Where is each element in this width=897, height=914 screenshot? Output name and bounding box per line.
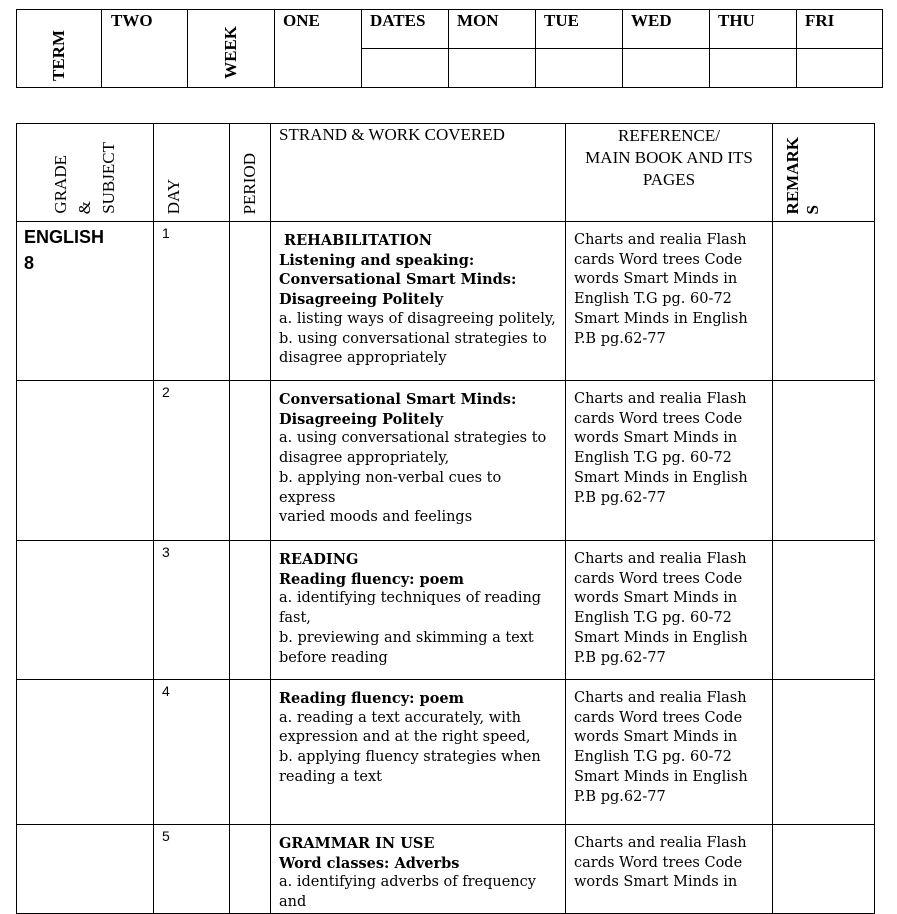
- grade-subject-header: [17, 124, 154, 222]
- day-cell: [154, 680, 230, 825]
- remarks-cell[interactable]: [773, 680, 875, 825]
- strand-title-line: Reading fluency: poem: [279, 690, 464, 707]
- day-header-fri: [797, 10, 883, 49]
- strand-cell: [271, 541, 566, 680]
- day-label: THU: [718, 11, 755, 30]
- day-header-wed: [623, 10, 710, 49]
- header-row: [17, 124, 875, 222]
- strand-objective-line: a. identifying adverbs of frequency and: [279, 874, 536, 911]
- reference-line: Smart Minds in English: [574, 310, 748, 327]
- date-cell-tue[interactable]: [536, 49, 623, 88]
- period-cell[interactable]: [230, 680, 271, 825]
- reference-line: cards Word trees Code: [574, 854, 743, 871]
- day-number: 5: [162, 828, 170, 844]
- period-header: PERIOD: [240, 152, 259, 214]
- strand-cell: [271, 825, 566, 914]
- reference-cell: [566, 825, 773, 914]
- subject-cell: [17, 381, 154, 541]
- remarks-header-tail: S: [803, 204, 822, 214]
- reference-header-line: PAGES: [642, 170, 696, 189]
- strand-objective-line: a. using conversational strategies to: [279, 430, 547, 447]
- table-row: [17, 825, 875, 914]
- subject-cell: [17, 541, 154, 680]
- strand-objective-line: a. reading a text accurately, with: [279, 709, 521, 726]
- strand-title-line: READING: [279, 551, 359, 568]
- date-cell-mon[interactable]: [449, 49, 536, 88]
- strand-cell: [271, 222, 566, 381]
- table-row: [17, 680, 875, 825]
- subject-grade: 8: [24, 253, 35, 273]
- grade-header: GRADE: [51, 155, 70, 214]
- reference-line: P.B pg.62-77: [574, 489, 666, 506]
- remarks-cell[interactable]: [773, 381, 875, 541]
- week-value-cell: [275, 10, 362, 88]
- strand-objective-line: a. identifying techniques of reading: [279, 590, 542, 607]
- table-row: [17, 222, 875, 381]
- period-cell[interactable]: [230, 541, 271, 680]
- strand-header: STRAND & WORK COVERED: [279, 125, 505, 144]
- strand-title-line: Disagreeing Politely: [279, 291, 444, 309]
- day-cell: [154, 825, 230, 914]
- reference-line: Charts and realia Flash: [574, 551, 747, 567]
- day-header-thu: [710, 10, 797, 49]
- day-header: DAY: [164, 178, 183, 214]
- reference-line: Charts and realia Flash: [574, 391, 747, 407]
- subject-name: ENGLISH: [24, 227, 105, 247]
- week-label-cell: [188, 10, 275, 88]
- strand-objective-line: b. applying non-verbal cues to express: [279, 469, 502, 506]
- day-number: 3: [162, 544, 170, 560]
- subject-cell: [17, 680, 154, 825]
- reference-line: P.B pg.62-77: [574, 649, 666, 666]
- dates-value-cell[interactable]: [362, 49, 449, 88]
- reference-header-cell: [566, 124, 773, 222]
- strand-title-line: Conversational Smart Minds:: [279, 391, 517, 408]
- reference-cell: [566, 222, 773, 381]
- strand-title-line: Reading fluency: poem: [279, 570, 464, 588]
- term-week-table: [16, 9, 883, 88]
- reference-line: Charts and realia Flash: [574, 690, 747, 706]
- reference-cell: [566, 680, 773, 825]
- strand-title-line: Conversational Smart Minds:: [279, 271, 517, 289]
- remarks-cell[interactable]: [773, 825, 875, 914]
- strand-objective-line: reading a text: [279, 768, 382, 785]
- reference-line: P.B pg.62-77: [574, 330, 666, 347]
- date-cell-wed[interactable]: [623, 49, 710, 88]
- reference-header-line: MAIN BOOK AND ITS: [585, 148, 753, 167]
- reference-line: Charts and realia Flash: [574, 835, 747, 851]
- reference-line: cards Word trees Code: [574, 709, 743, 726]
- reference-cell: [566, 541, 773, 680]
- strand-objective-line: b. applying fluency strategies when: [279, 749, 541, 766]
- subject-cell: [17, 825, 154, 914]
- dates-label-cell: [362, 10, 449, 49]
- remarks-cell[interactable]: [773, 541, 875, 680]
- strand-title-line: REHABILITATION: [279, 232, 433, 249]
- period-cell[interactable]: [230, 381, 271, 541]
- strand-cell: [271, 680, 566, 825]
- subject-cell: [17, 222, 154, 381]
- strand-objective-line: fast,: [279, 610, 311, 627]
- reference-line: Smart Minds in English: [574, 629, 748, 646]
- reference-line: words Smart Minds in: [574, 271, 738, 288]
- strand-cell: [271, 381, 566, 541]
- reference-line: P.B pg.62-77: [574, 788, 666, 805]
- reference-line: cards Word trees Code: [574, 410, 743, 427]
- reference-line: Smart Minds in English: [574, 469, 748, 486]
- reference-line: Smart Minds in English: [574, 768, 748, 785]
- term-value: TWO: [111, 11, 153, 30]
- day-cell: [154, 222, 230, 381]
- remarks-header: REMARK: [783, 136, 802, 214]
- strand-header-cell: [271, 124, 566, 222]
- reference-line: English T.G pg. 60-72: [574, 610, 732, 627]
- table-row: [17, 541, 875, 680]
- table-row: [17, 381, 875, 541]
- strand-objective-line: expression and at the right speed,: [279, 729, 531, 746]
- remarks-header-cell: [773, 124, 875, 222]
- reference-line: English T.G pg. 60-72: [574, 749, 732, 766]
- reference-line: words Smart Minds in: [574, 590, 738, 607]
- reference-line: Charts and realia Flash: [574, 232, 747, 248]
- reference-line: words Smart Minds in: [574, 430, 738, 447]
- dates-label: DATES: [370, 11, 426, 30]
- ampersand-header: &: [75, 200, 94, 214]
- reference-line: words Smart Minds in: [574, 874, 738, 891]
- reference-line: words Smart Minds in: [574, 729, 738, 746]
- day-header-mon: [449, 10, 536, 49]
- day-label: WED: [631, 11, 672, 30]
- day-label: MON: [457, 11, 499, 30]
- day-cell: [154, 541, 230, 680]
- remarks-cell[interactable]: [773, 222, 875, 381]
- date-cell-thu[interactable]: [710, 49, 797, 88]
- strand-objective-line: b. previewing and skimming a text: [279, 629, 534, 646]
- reference-line: English T.G pg. 60-72: [574, 450, 732, 467]
- strand-objective-line: varied moods and feelings: [279, 509, 473, 526]
- date-cell-fri[interactable]: [797, 49, 883, 88]
- day-header-cell: [154, 124, 230, 222]
- term-label: TERM: [49, 30, 68, 81]
- period-cell[interactable]: [230, 825, 271, 914]
- reference-line: English T.G pg. 60-72: [574, 291, 732, 308]
- day-cell: [154, 381, 230, 541]
- day-header-tue: [536, 10, 623, 49]
- strand-objective-line: disagree appropriately: [279, 350, 447, 367]
- reference-header-line: REFERENCE/: [617, 126, 720, 145]
- day-number: 2: [162, 384, 170, 400]
- day-label: FRI: [805, 11, 835, 30]
- strand-objective-line: a. listing ways of disagreeing politely,: [279, 310, 556, 327]
- reference-line: cards Word trees Code: [574, 570, 743, 587]
- reference-line: cards Word trees Code: [574, 251, 743, 268]
- reference-cell: [566, 381, 773, 541]
- strand-title-line: Disagreeing Politely: [279, 410, 444, 428]
- scheme-of-work-table: [16, 123, 875, 914]
- week-label: WEEK: [221, 26, 240, 79]
- period-cell[interactable]: [230, 222, 271, 381]
- strand-title-line: Listening and speaking:: [279, 251, 475, 269]
- strand-title-line: Word classes: Adverbs: [279, 854, 460, 872]
- day-number: 1: [162, 225, 170, 241]
- period-header-cell: [230, 124, 271, 222]
- strand-title-line: GRAMMAR IN USE: [279, 835, 435, 852]
- week-value: ONE: [283, 11, 320, 30]
- strand-objective-line: disagree appropriately,: [279, 450, 450, 467]
- strand-objective-line: b. using conversational strategies to: [279, 330, 547, 347]
- term-value-cell: [102, 10, 188, 88]
- term-label-cell: [17, 10, 102, 88]
- day-label: TUE: [544, 11, 579, 30]
- subject-header: SUBJECT: [99, 142, 118, 214]
- strand-objective-line: before reading: [279, 649, 388, 666]
- day-number: 4: [162, 683, 170, 699]
